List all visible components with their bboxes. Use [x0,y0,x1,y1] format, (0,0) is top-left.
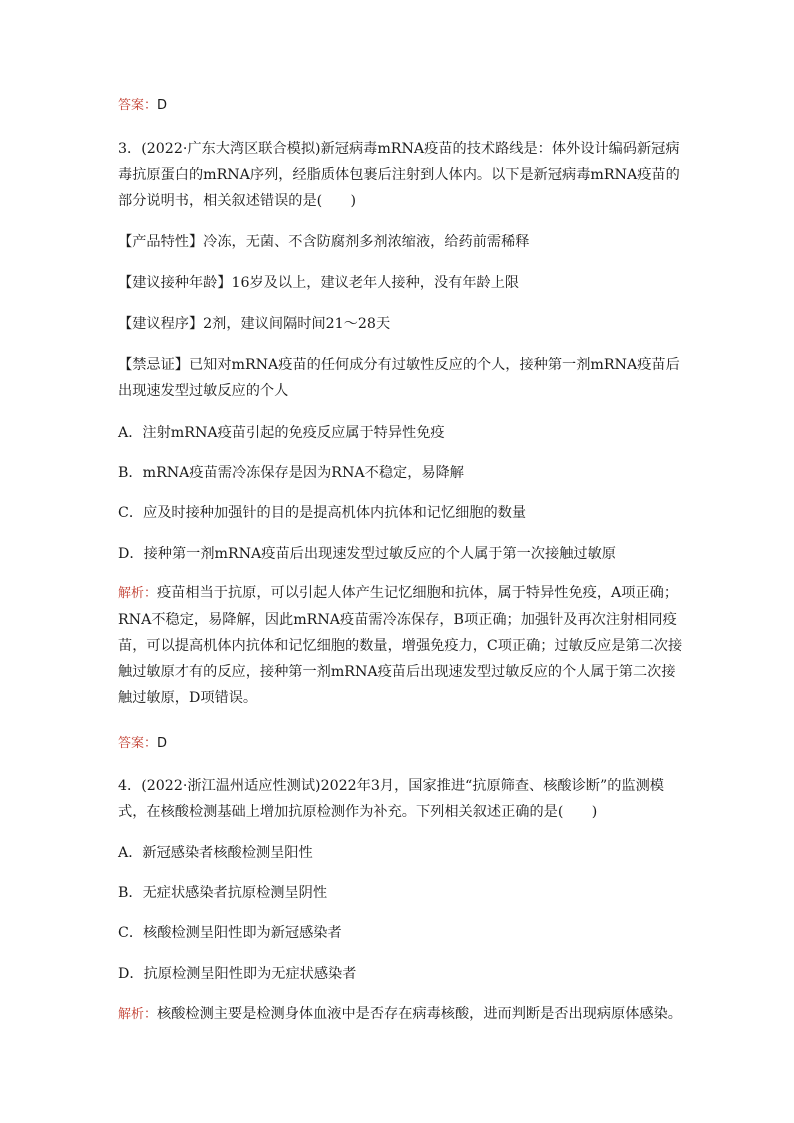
q4-option-a: A．新冠感染者核酸检测呈阳性 [118,845,313,861]
q3-item-contraindication: 【禁忌证】已知对mRNA疫苗的任何成分有过敏性反应的个人，接种第一剂mRNA疫苗后出现速发型过敏反应的个人 [118,357,680,399]
answer-label: 答案： [118,736,158,751]
q4-option-d: D．抗原检测呈阳性即为无症状感染者 [118,966,357,982]
answer-value: D [157,98,168,113]
analysis-text: 核酸检测主要是检测身体血液中是否存在病毒核酸，进而判断是否出现病原体感染。 [157,1006,682,1022]
answer-line-1 [118,92,684,119]
q4-analysis [118,1001,684,1028]
q3-item-product: 【产品特性】冷冻，无菌、不含防腐剂多剂浓缩液，给药前需稀释 [118,234,530,250]
answer-value: D [157,736,168,751]
q3-option-a: A．注射mRNA疫苗引起的免疫反应属于特异性免疫 [118,425,445,441]
q3-option-c: C．应及时接种加强针的目的是提高机体内抗体和记忆细胞的数量 [118,505,527,521]
q3-item-age: 【建议接种年龄】16岁及以上，建议老年人接种，没有年龄上限 [118,275,520,291]
analysis-text: 疫苗相当于抗原，可以引起人体产生记忆细胞和抗体，属于特异性免疫，A项正确；RNA不稳定，易降解，因此mRNA疫苗需冷冻保存，B项正确；加强针及再次注射相同疫苗，可以提高机体内抗体和记忆细胞的数量，增强免疫力，C项正确；过敏反应是第二次接触过敏原才有的反应，接种第一剂mRNA疫苗后出现速发型过敏反应的个人属于第二次接触过敏原，D项错误。 [118,585,683,706]
analysis-label: 解析： [118,586,158,601]
answer-label: 答案： [118,98,158,113]
q3-item-schedule: 【建议程序】2剂，建议间隔时间21～28天 [118,316,391,332]
question-4-stem: 4．(2022·浙江温州适应性测试)2022年3月，国家推进“抗原筛查、核酸诊断”的监测模式，在核酸检测基础上增加抗原检测作为补充。下列相关叙述正确的是( ) [118,778,664,820]
q3-analysis [118,580,684,711]
question-3-stem: 3．(2022·广东大湾区联合模拟)新冠病毒mRNA疫苗的技术路线是：体外设计编码新冠病毒抗原蛋白的mRNA序列，经脂质体包裹后注射到人体内。以下是新冠病毒mRNA疫苗的部分说明书，相关叙述错误的是( ) [118,141,680,209]
q4-option-b: B．无症状感染者抗原检测呈阴性 [118,885,328,901]
analysis-label: 解析： [118,1007,158,1022]
q3-option-d: D．接种第一剂mRNA疫苗后出现速发型过敏反应的个人属于第一次接触过敏原 [118,546,616,562]
q4-option-c: C．核酸检测呈阳性即为新冠感染者 [118,925,342,941]
q3-option-b: B．mRNA疫苗需冷冻保存是因为RNA不稳定，易降解 [118,465,464,481]
answer-line-2 [118,730,684,757]
